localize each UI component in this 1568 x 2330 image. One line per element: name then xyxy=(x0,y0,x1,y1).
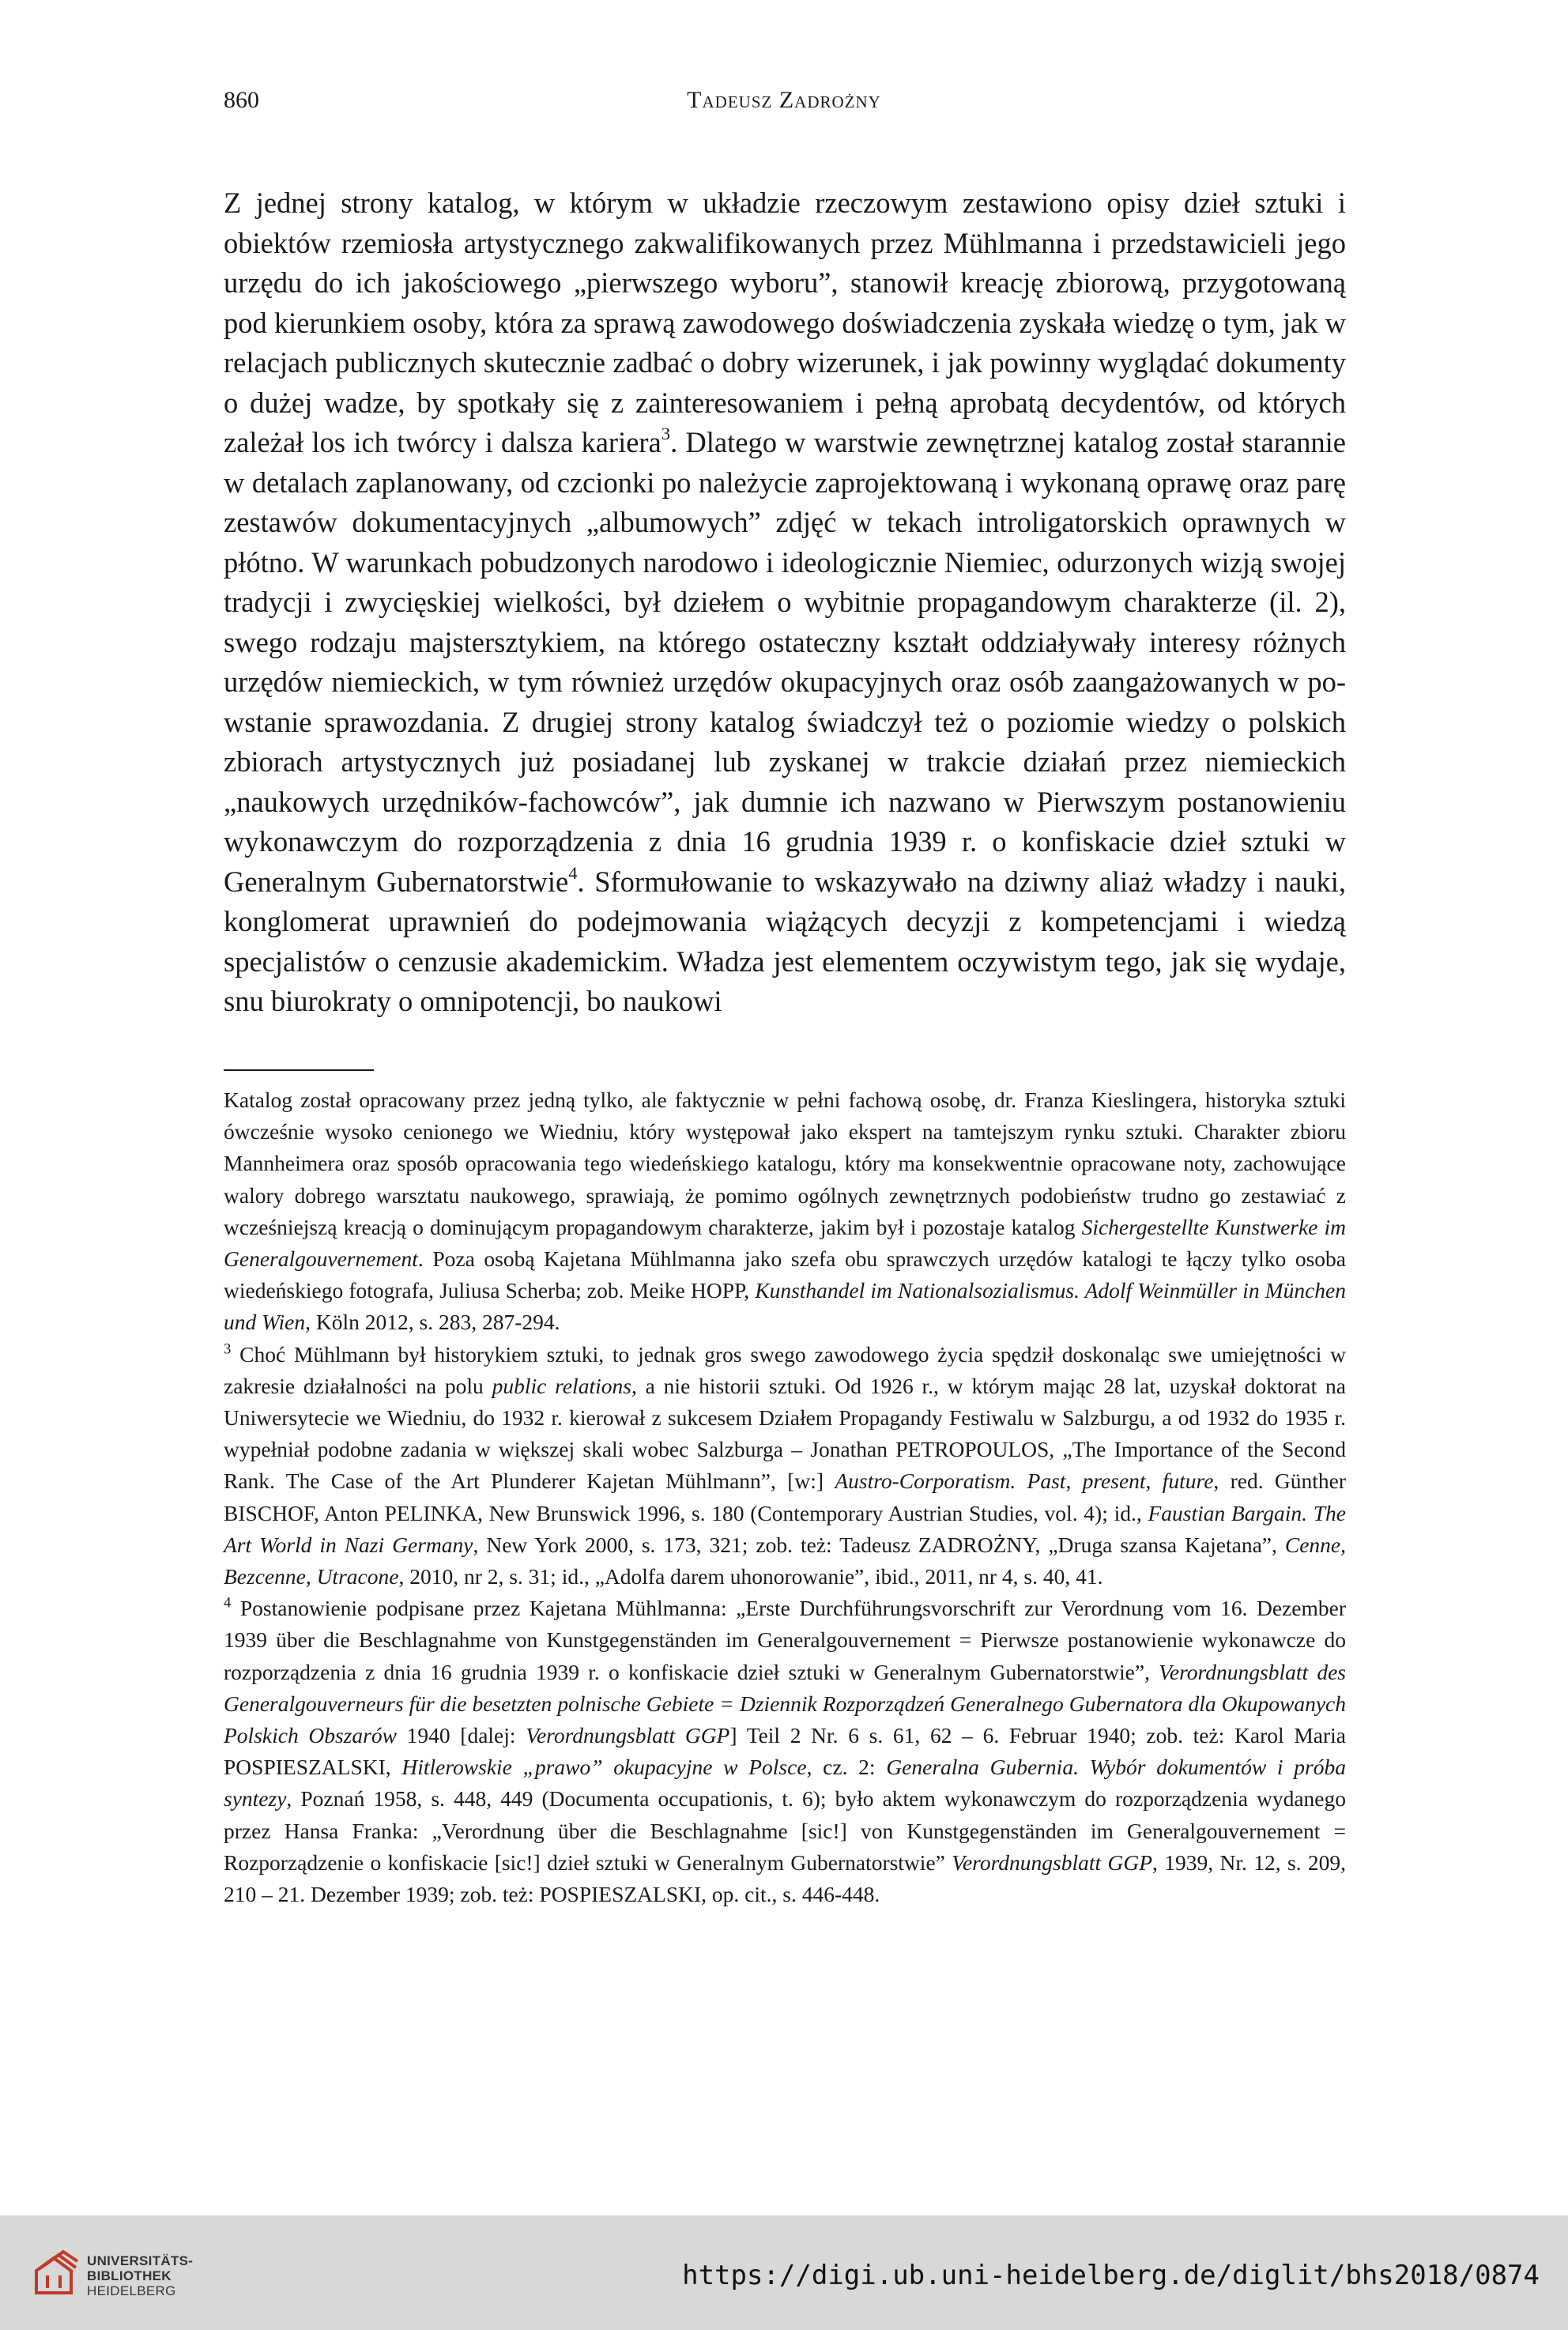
footnote-2-continued xyxy=(224,1084,1346,1339)
footnote-title: Hitlerowskie „prawo” okupacyjne w Polsce xyxy=(401,1755,807,1780)
footnote-text: , cz. 2: xyxy=(806,1755,887,1780)
footnote-text: , 1939, Nr. 12, s. 209, 210 – 21. Dezember 1939; zob. też: POSPIESZALSKI, op. cit., s. 446-448. xyxy=(224,1849,1346,1907)
library-logo-icon xyxy=(30,2236,81,2299)
footnote-text: ] Teil 2 Nr. 6 s. 61, 62 – 6. Februar 1940; zob. też: Karol Maria POSPIESZALSKI, xyxy=(224,1723,1346,1780)
body-paragraph xyxy=(224,183,1346,1022)
viewer-footer xyxy=(0,2215,1568,2330)
body-text-segment: . Sformułowanie to wskazywało na dziwny aliaż władzy i nauki, konglomerat uprawnień do podejmowania wiążących decyzji z kompetencjami i wiedzą specjalistów o cenzusie akademickim. Władza jest elementem oczywistym tego, jak się wydaje, snu biurokraty o omnipotencji, bo naukowi xyxy=(224,865,1347,1017)
footnote-text: , Köln 2012, s. 283, 287-294. xyxy=(305,1310,560,1335)
footnote-text: , a nie historii sztuki. Od 1926 r., w którym mając 28 lat, uzyskał doktorat na Uniwersytecie we Wiedniu, do 1932 r. kierował z sukcesem Działem Propagandy Festiwalu w Salzburgu, a od 1932 do 1935 r. wypełniał podobne zadania w większej skali wobec Salzburga – Jonathan PETROPOULOS, „The Importance of the Second Rank. The Case of the Art Plunderer Kajetan Mühlmann”, [w:] xyxy=(224,1373,1347,1494)
footnote-text: , red. Günther BISCHOF, Anton PELINKA, New Brunswick 1996, s. 180 (Contemporary Austrian Studies, vol. 4); id., xyxy=(224,1469,1346,1525)
footnote-text: , New York 2000, s. 173, 321; zob. też: Tadeusz ZADROŻNY, „Druga szansa Kajetana”, xyxy=(473,1532,1285,1557)
footnote-title: Austro-Corporatism. Past, present, future xyxy=(835,1469,1214,1494)
footnote-text: Katalog został opracowany przez jedną tylko, ale faktycznie w pełni fachową osobę, dr. Franza Kieslingera, historyka sztuki ówcześnie wysoko cenionego we Wiedniu, który występował jako ekspert na tamtejszym rynku sztuki. Charakter zbioru Mannheimera oraz sposób opracowania tego wiedeńskiego katalogu, który ma konsekwentnie opracowane noty, zachowujące walory dobrego warsztatu naukowego, sprawiają, że pomimo ogólnych zewnętrznych podobieństw trudno go zestawiać z wcześniejszą kreacją o dominującym propagandowym charakterze, jakim był i pozostaje katalog xyxy=(224,1088,1346,1239)
footnote-3 xyxy=(224,1339,1346,1593)
logo-line: BIBLIOTHEK xyxy=(87,2268,172,2283)
footnote-title: Verordnungsblatt des Generalgouverneurs für die besetzten polnische Gebiete = Dziennik Rozporządzeń Generalnego Gubernatora dla Okupowanych Polskich Obszarów xyxy=(224,1659,1346,1748)
library-logo-text xyxy=(87,2253,193,2298)
logo-line: HEIDELBERG xyxy=(87,2283,176,2298)
library-logo[interactable] xyxy=(30,2233,196,2312)
footnote-title: Verordnungsblatt GGP xyxy=(952,1849,1153,1875)
footnote-number: 3 xyxy=(224,1340,232,1358)
source-url[interactable]: https://digi.ub.uni-heidelberg.de/diglit/bhs2018/0874 xyxy=(682,2260,1540,2291)
body-text-segment: Z jednej strony katalog, w którym w układzie rzeczowym zestawiono opisy dzieł sztuki i obiektów rzemiosła artystycznego zakwalifikowanych przez Mühlmanna i przedstawicieli jego urzędu do ich jakościowego „pierwszego wyboru”, stanowił kreację zbiorową, przygotowaną pod kierunkiem osoby, która za sprawą zawodowego doświadczenia zyskała wiedzę o tym, jak w relacjach publicznych skutecznie zadbać o dobry wizerunek, i jak powinny wyglądać dokumenty o dużej wadze, by spotkały się z zainteresowaniem i pełną aprobatą decydentów, od których zależał los ich twórcy i dalsza kariera xyxy=(224,187,1346,458)
body-text xyxy=(224,183,1346,1022)
footnote-text: Postanowienie podpisane przez Kajetana Mühlmanna: „Erste Durchführungsvorschrift zur Verordnung vom 16. Dezember 1939 über die Beschlagnahme von Kunstgegenständen im Generalgouvernement = Pierwsze postanowienie wykonawcze do rozporządzenia z dnia 16 grudnia 1939 r. o konfiskacie dzieł sztuki w Generalnym Gubernatorstwie”, xyxy=(224,1596,1346,1684)
body-text-segment: . Dlatego w warstwie zewnętrznej katalog został starannie w detalach zaplanowany, od czcionki po należycie zaprojektowaną i wykonaną oprawę oraz parę zestawów dokumentacyjnych „albumowych” zdjęć w tekach introligatorskich oprawnych w płótno. W warunkach pobudzonych narodowo i ideologicznie Niemiec, odurzonych wizją swojej tradycji i zwycięskiej wielkości, był dziełem o wybitnie propagandowym charakterze (il. 2), swego rodzaju majstersztykiem, na którego ostateczny kształt oddziaływały interesy różnych urzędów niemieckich, w tym również urzędów okupacyjnych oraz osób zaangażowanych w powstanie sprawozdania. Z drugiej strony katalog świadczył też o poziomie wiedzy o polskich zbiorach artystycznych już posiadanej lub zyskanej w trakcie działań przez niemieckich „naukowych urzędników-fachowców”, jak dumnie ich nazwano w Pierwszym postanowieniu wykonawczym do rozporządzenia z dnia 16 grudnia 1939 r. o konfiskacie dzieł sztuki w Generalnym Gubernatorstwie xyxy=(224,426,1346,898)
footnote-text: Choć Mühlmann był historykiem sztuki, to jednak gros swego zawodowego życia spędził doskonaląc swe umiejętności w zakresie działalności na polu xyxy=(224,1341,1347,1398)
footnote-title: Kunsthandel im Nationalsozialismus. Adolf Weinmüller in München und Wien xyxy=(224,1278,1346,1335)
footnote-title: Cenne, Bezcenne, Utracone xyxy=(224,1532,1347,1589)
footnote-text: , 2010, nr 2, s. 31; id., „Adolfa darem uhonorowanie”, ibid., 2011, nr 4, s. 40, 41. xyxy=(398,1564,1103,1589)
footnote-ref-4[interactable]: 4 xyxy=(568,862,578,883)
page-header xyxy=(224,87,1344,119)
footnote-text: . Poza osobą Kajetana Mühlmanna jako szefa obu sprawczych urzędów katalogi te łączy tylko osoba wiedeńskiego fotografa, Juliusa Scherba; zob. Meike HOPP, xyxy=(224,1246,1346,1303)
footnote-title: Generalna Gubernia. Wybór dokumentów i próba syntezy xyxy=(224,1755,1346,1812)
logo-line: UNIVERSITÄTS- xyxy=(87,2253,194,2268)
footnote-number: 4 xyxy=(224,1594,232,1612)
footnote-4 xyxy=(224,1593,1346,1910)
footnote-ref-3[interactable]: 3 xyxy=(661,424,671,444)
footnote-title: Faustian Bargain. The Art World in Nazi Germany xyxy=(224,1500,1346,1557)
footnotes xyxy=(224,1084,1346,1910)
running-head: Tadeusz Zadrożny xyxy=(687,87,881,113)
footnote-separator xyxy=(224,1069,374,1071)
footnote-text: 1940 [dalej: xyxy=(396,1723,526,1748)
footnote-text: , Poznań 1958, s. 448, 449 (Documenta occupationis, t. 6); było aktem wykonawczym do rozporządzenia wydanego przez Hansa Franka: „Verordnung über die Beschlagnahme [sic!] von Kunstgegenständen im Generalgouvernement = Rozporządzenie o konfiskacie [sic!] dzieł sztuki w Generalnym Gubernatorstwie” xyxy=(224,1786,1346,1875)
page-number: 860 xyxy=(224,87,259,113)
footnote-title: Sichergestellte Kunstwerke im Generalgouvernement xyxy=(224,1214,1346,1272)
footnote-title: public relations xyxy=(492,1373,631,1398)
footnote-title: Verordnungsblatt GGP xyxy=(526,1723,730,1748)
